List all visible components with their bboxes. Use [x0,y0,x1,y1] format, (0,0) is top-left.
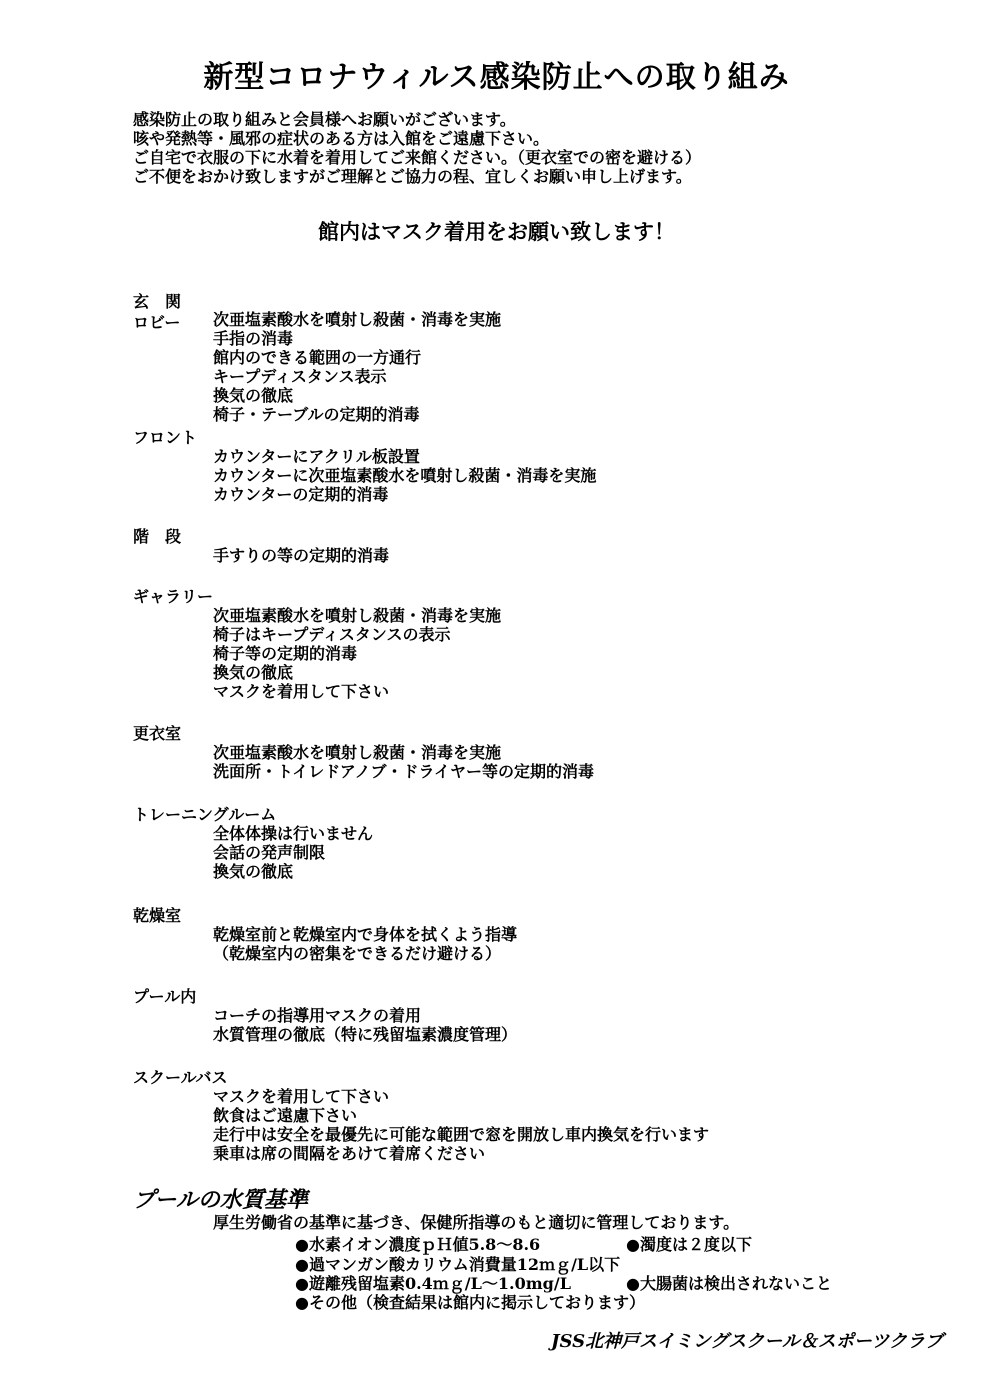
section-bus [133,1068,709,1163]
list-item: 椅子等の定期的消毒 [213,644,358,663]
intro-line: 感染防止の取り組みと会員様へお願いがございます。 [133,110,516,129]
list-item: 次亜塩素酸水を噴射し殺菌・消毒を実施 [213,310,502,329]
section-front [133,428,596,504]
list-item: 次亜塩素酸水を噴射し殺菌・消毒を実施 [213,743,502,762]
section-label: トレーニングルーム [133,805,277,824]
section-label: スクールバス [133,1068,228,1087]
list-item: 飲食はご遠慮下さい [213,1106,358,1125]
section-label-entrance: 玄 関 [133,292,182,311]
list-item: （乾燥室内の密集をできるだけ避ける） [213,944,502,963]
list-item: 換気の徹底 [213,386,294,405]
intro-block [133,110,701,186]
water-criterion-ph: ●水素イオン濃度ｐＨ値5.8～8.6 [295,1235,541,1254]
list-item: 手指の消毒 [213,329,294,348]
water-criterion-chlorine: ●遊離残留塩素0.4ｍｇ/L～1.0mg/L [295,1274,571,1293]
section-label: ギャラリー [133,587,214,606]
section-label: 更衣室 [133,724,182,743]
list-item: 全体体操は行いません [213,824,374,843]
list-item: 走行中は安全を最優先に可能な範囲で窓を開放し車内換気を行います [213,1125,710,1144]
list-item: マスクを着用して下さい [213,1087,390,1106]
water-criterion-other: ●その他（検査結果は館内に掲示しております） [295,1293,645,1312]
section-stairs [133,527,389,565]
list-item: 水質管理の徹底（特に残留塩素濃度管理） [213,1025,518,1044]
intro-line: ご自宅で衣服の下に水着を着用してご来館ください。（更衣室での密を避ける） [133,148,702,167]
list-item: キープディスタンス表示 [213,367,387,386]
list-item: 換気の徹底 [213,663,294,682]
water-quality-description: 厚生労働省の基準に基づき、保健所指導のもと適切に管理しております。 [213,1213,740,1232]
list-item: 手すりの等の定期的消毒 [213,546,390,565]
mask-notice: 館内はマスク着用をお願い致します！ [318,219,675,244]
section-label: 乾燥室 [133,906,182,925]
list-item: 椅子・テーブルの定期的消毒 [213,405,420,424]
list-item: カウンターの定期的消毒 [213,485,389,504]
section-label-lobby: ロビー [133,313,181,332]
list-item: カウンターに次亜塩素酸水を噴射し殺菌・消毒を実施 [213,466,597,485]
section-training [133,805,373,881]
list-item: 次亜塩素酸水を噴射し殺菌・消毒を実施 [213,606,502,625]
list-item: 洗面所・トイレドアノブ・ドライヤー等の定期的消毒 [213,762,594,781]
list-item: 椅子はキープディスタンスの表示 [213,625,451,644]
list-item: 乗車は席の間隔をあけて着席ください [213,1144,486,1163]
section-pool [133,987,517,1044]
water-quality-heading: プールの水質基準 [133,1187,308,1213]
section-label: プール内 [133,987,197,1006]
list-item: 乾燥室前と乾燥室内で身体を拭くよう指導 [213,925,518,944]
list-item: 換気の徹底 [213,862,294,881]
water-criterion-ecoli: ●大腸菌は検出されないこと [626,1274,832,1293]
list-item: コーチの指導用マスクの着用 [213,1006,422,1025]
water-criterion-turbidity: ●濁度は２度以下 [626,1235,752,1254]
list-item: カウンターにアクリル板設置 [213,447,420,466]
section-dryroom [133,906,517,963]
section-label: 階 段 [133,527,182,546]
section-locker [133,724,594,781]
section-label: フロント [133,428,198,447]
section-items-lobby [213,310,501,424]
list-item: 館内のできる範囲の一方通行 [213,348,422,367]
footer-club-name: JSS北神戸スイミングスクール＆スポーツクラブ [551,1331,943,1352]
intro-line: ご不便をおかけ致しますがご理解とご協力の程、宜しくお願い申し上げます。 [133,167,692,186]
section-gallery [133,587,501,701]
page-title: 新型コロナウィルス感染防止への取り組み [203,60,790,95]
list-item: 会話の発声制限 [213,843,326,862]
list-item: マスクを着用して下さい [213,682,390,701]
intro-line: 咳や発熱等・風邪の症状のある方は入館をご遠慮下さい。 [133,129,550,148]
water-criterion-kmno4: ●過マンガン酸カリウム消費量12ｍｇ/L以下 [295,1255,621,1274]
